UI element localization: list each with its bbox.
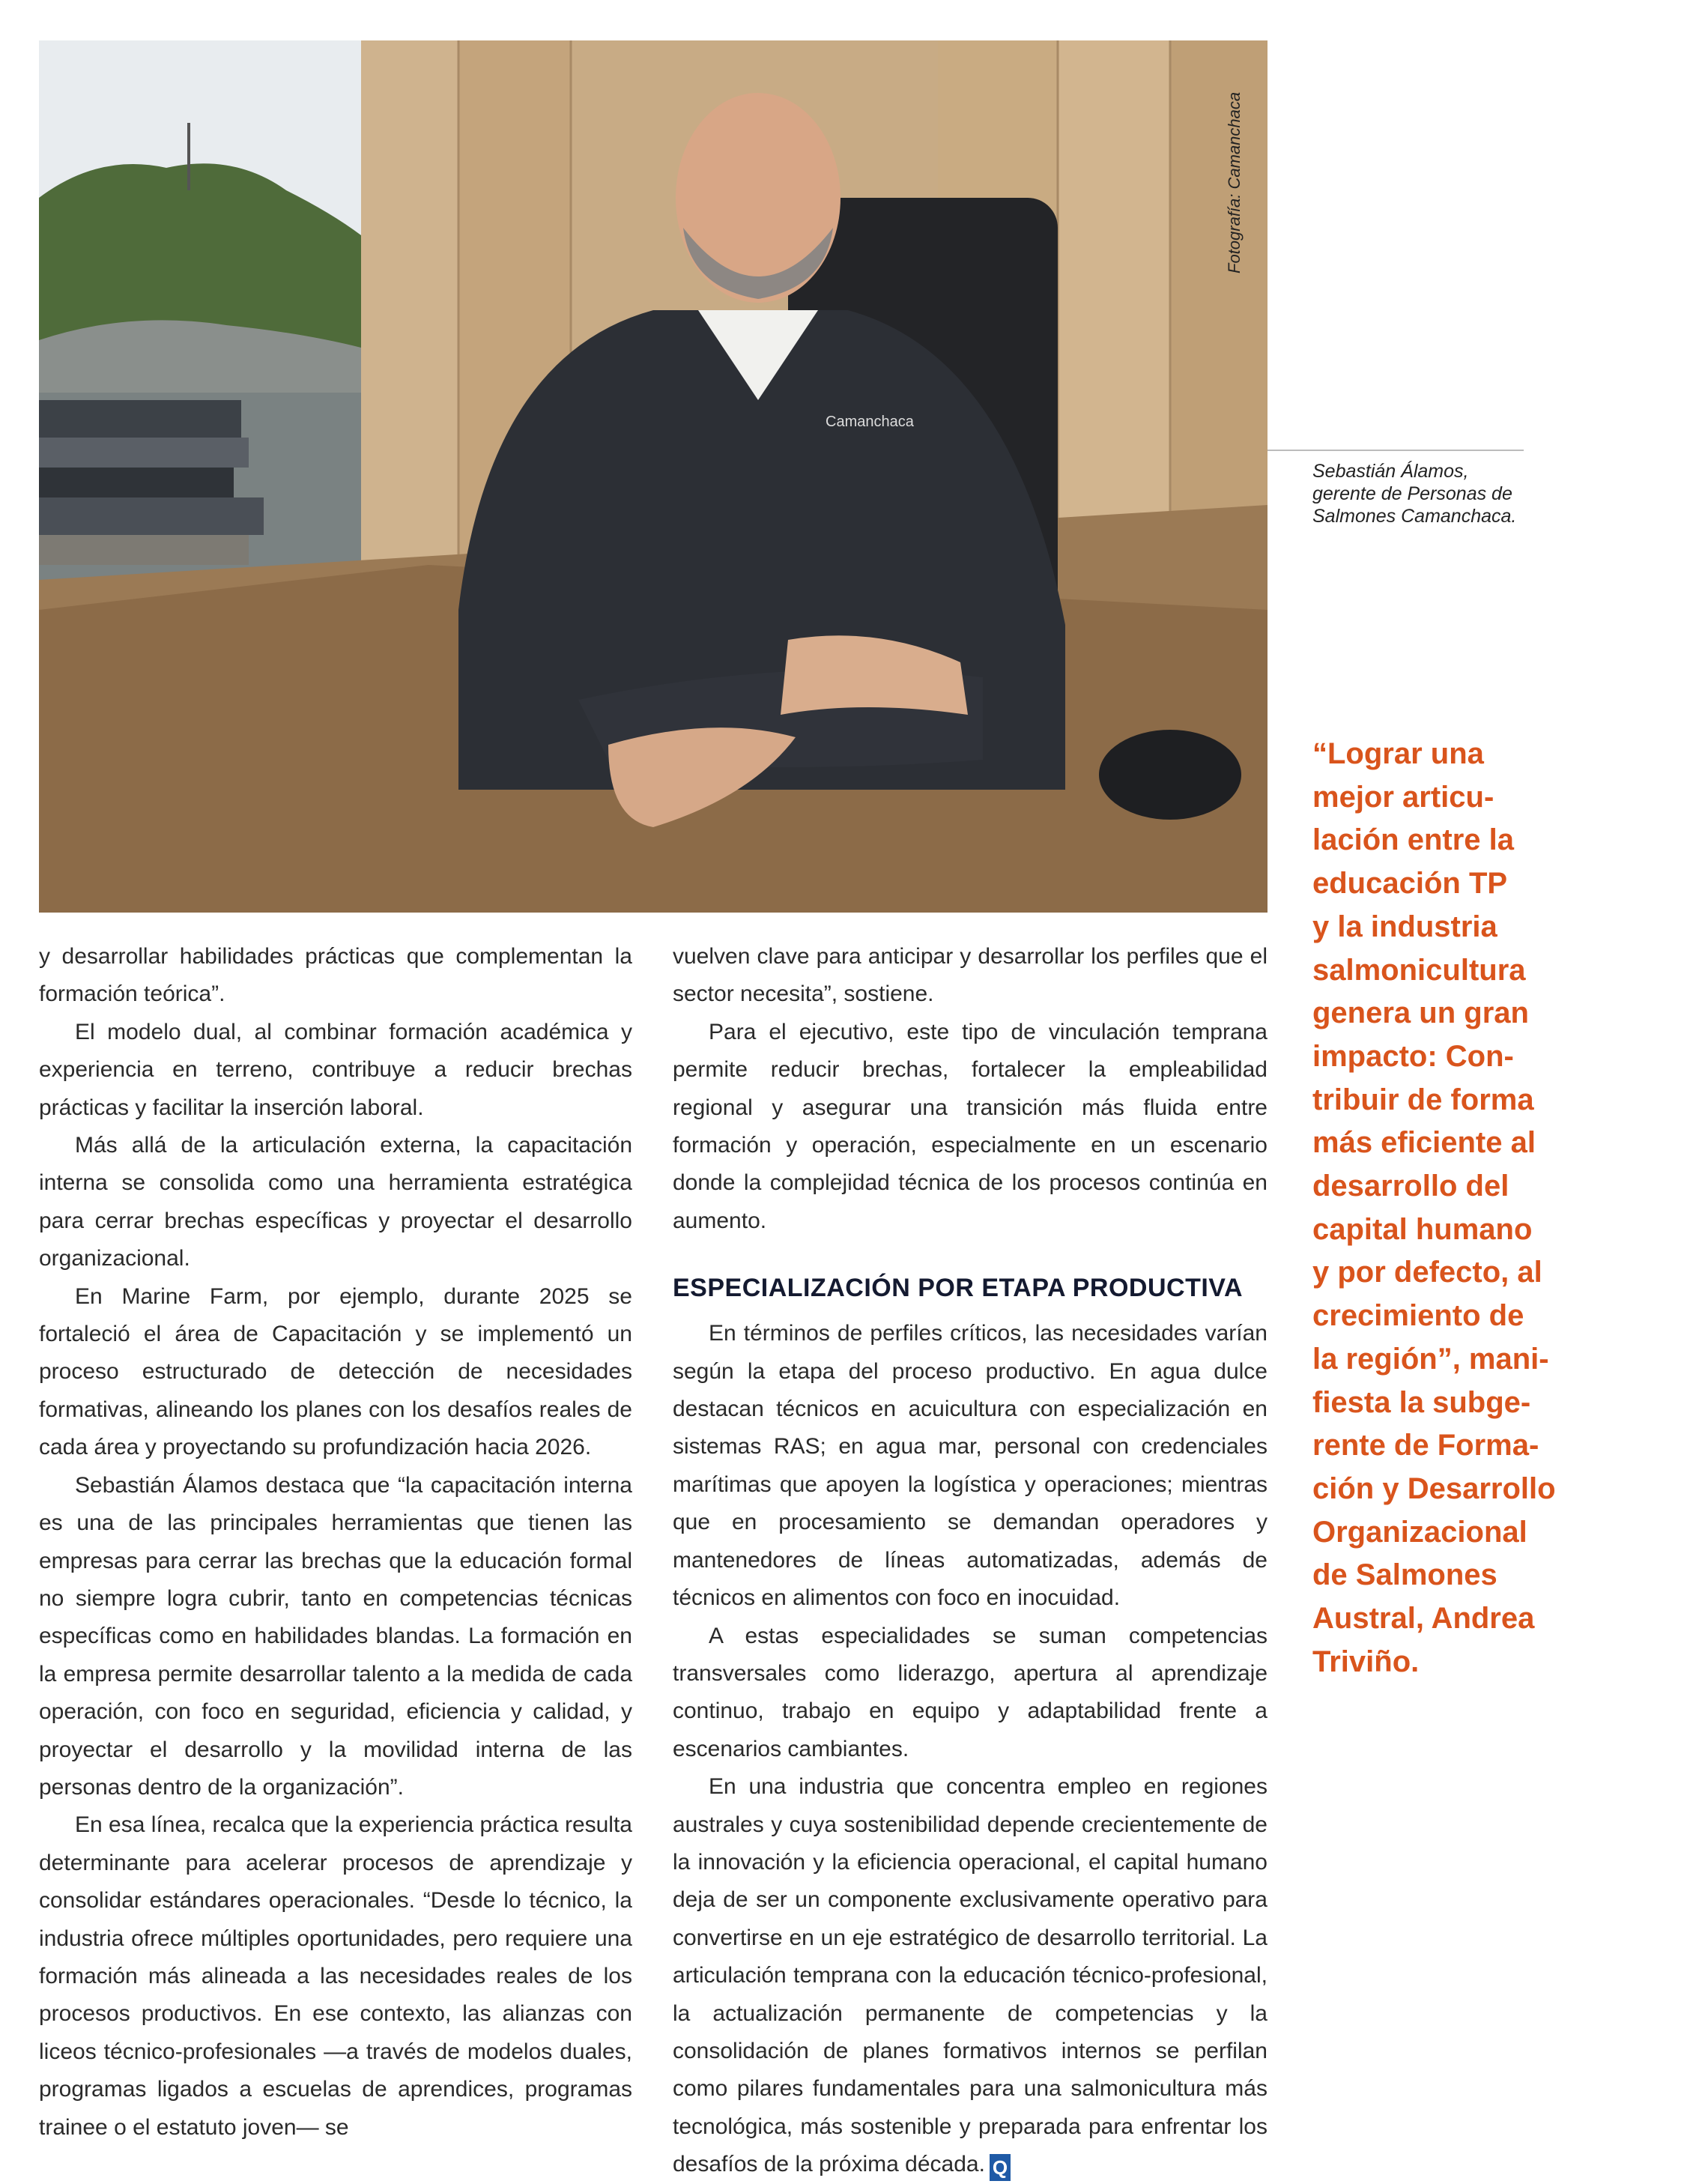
pull-quote-line: más eficiente al	[1312, 1126, 1536, 1160]
caption-line: Salmones Camanchaca.	[1312, 506, 1517, 527]
body-paragraph: En Marine Farm, por ejemplo, durante 2025 se fortaleció el área de Capacitación y se implementó un proceso estructurado de detección de necesidades formativas, alineando los planes con los desafíos reales de cada área y proyectando su profundización hacia 2026.	[39, 1283, 632, 1460]
pull-quote-line: de Salmones	[1312, 1558, 1497, 1592]
pull-quote-line: Austral, Andrea	[1312, 1602, 1535, 1636]
pull-quote	[1312, 733, 1657, 1684]
caption-line: gerente de Personas de	[1312, 483, 1512, 504]
body-paragraph: vuelven clave para anticipar y desarrollar los perfiles que el sector necesita”, sostiene.	[673, 944, 1267, 1007]
article-column-right	[673, 938, 1267, 2184]
pull-quote-line: y por defecto, al	[1312, 1256, 1542, 1289]
body-paragraph: Más allá de la articulación externa, la capacitación interna se consolida como una herramienta estratégica para cerrar brechas específicas y proyectar el desarrollo organizacional.	[39, 1133, 632, 1271]
pull-quote-line: educación TP	[1312, 867, 1508, 901]
pull-quote-line: capital humano	[1312, 1212, 1533, 1246]
pull-quote-line: genera un gran	[1312, 996, 1529, 1030]
pull-quote-line: salmonicultura	[1312, 953, 1526, 987]
body-paragraph: Sebastián Álamos destaca que “la capacitación interna es una de las principales herramientas que tienen las empresas para cerrar las brechas que la educación formal no siempre logra cubrir, tanto en competencias técnicas específicas como en habilidades blandas. La formación en la empresa permite desarrollar talento a la medida de cada operación, con foco en seguridad, eficiencia y calidad, y proyectar el desarrollo y la movilidad interna de las personas dentro de la organización”.	[39, 1472, 632, 1800]
pull-quote-line: “Lograr una	[1312, 737, 1484, 770]
article-column-left	[39, 938, 632, 2147]
body-paragraph: y desarrollar habilidades prácticas que complementan la formación teórica”.	[39, 944, 632, 1007]
body-paragraph: El modelo dual, al combinar formación académica y experiencia en terreno, contribuye a reducir brechas prácticas y facilitar la inserción laboral.	[39, 1019, 632, 1120]
pull-quote-line: Organizacional	[1312, 1515, 1527, 1549]
caption-divider	[1267, 450, 1524, 451]
caption-line: Sebastián Álamos,	[1312, 461, 1469, 482]
final-paragraph-text: En una industria que concentra empleo en regiones australes y cuya sostenibilidad depende crecientemente de la innovación y la eficiencia operacional, el capital humano deja de ser un componente exclusivamente operativo para convertirse en un eje estratégico de desarrollo territorial. La articulación temprana con la educación técnico-profesional, la actualización permanente de competencias y la consolidación de planes formativos internos se perfilan como pilares fundamentales para una salmonicultura más tecnológica, más sostenible y preparada para enfrentar los desafíos de la próxima década.	[673, 1774, 1267, 2177]
body-paragraph: En esa línea, recalca que la experiencia práctica resulta determinante para acelerar procesos de aprendizaje y consolidar estándares operacionales. “Desde lo técnico, la industria ofrece múltiples oportunidades, pero requiere una formación más alineada a las necesidades reales de los procesos productivos. En ese contexto, las alianzas con liceos técnico-profesionales —a través de modelos duales, programas ligados a escuelas de aprendices, programas trainee o el estatuto joven— se	[39, 1812, 632, 2140]
pull-quote-line: tribuir de forma	[1312, 1083, 1534, 1116]
section-subheading: ESPECIALIZACIÓN POR ETAPA PRODUCTIVA	[673, 1274, 1244, 1303]
pull-quote-line: crecimiento de	[1312, 1299, 1524, 1333]
pull-quote-line: fiesta la subge-	[1312, 1385, 1531, 1419]
article-photo	[39, 40, 1267, 913]
end-of-article-mark: Q	[990, 2154, 1011, 2181]
pull-quote-line: y la industria	[1312, 910, 1497, 943]
pull-quote-line: lación entre la	[1312, 823, 1514, 857]
pull-quote-line: Triviño.	[1312, 1645, 1420, 1678]
body-paragraph: Para el ejecutivo, este tipo de vinculación temprana permite reducir brechas, fortalecer la empleabilidad regional y asegurar una transición más fluida entre formación y operación, especialmente en un escenario donde la complejidad técnica de los procesos continúa en aumento.	[673, 1019, 1267, 1233]
pull-quote-line: rente de Forma-	[1312, 1429, 1539, 1462]
body-paragraph-final	[673, 1768, 1267, 2183]
photo-credit: Fotografía: Camanchaca	[1225, 91, 1244, 273]
pull-quote-line: desarrollo del	[1312, 1170, 1509, 1203]
body-paragraph: A estas especialidades se suman competencias transversales como liderazgo, apertura al aprendizaje continuo, trabajo en equipo y adaptabilidad frente a escenarios cambiantes.	[673, 1623, 1267, 1761]
photo-caption	[1312, 460, 1537, 527]
pull-quote-line: la región”, mani-	[1312, 1342, 1549, 1376]
jacket-logo: Camanchaca	[826, 414, 914, 430]
pull-quote-line: ción y Desarrollo	[1312, 1471, 1556, 1505]
pull-quote-line: impacto: Con-	[1312, 1039, 1514, 1073]
body-paragraph: En términos de perfiles críticos, las necesidades varían según la etapa del proceso productivo. En agua dulce destacan técnicos en acuicultura con especialización en sistemas RAS; en agua mar, personal con credenciales marítimas que apoyen la logística y operaciones; mientras que en procesamiento se demandan operadores y mantenedores de líneas automatizadas, además de técnicos en alimentos con foco en inocuidad.	[673, 1321, 1267, 1611]
photo-illustration	[39, 40, 1267, 913]
pull-quote-line: mejor articu-	[1312, 780, 1494, 814]
